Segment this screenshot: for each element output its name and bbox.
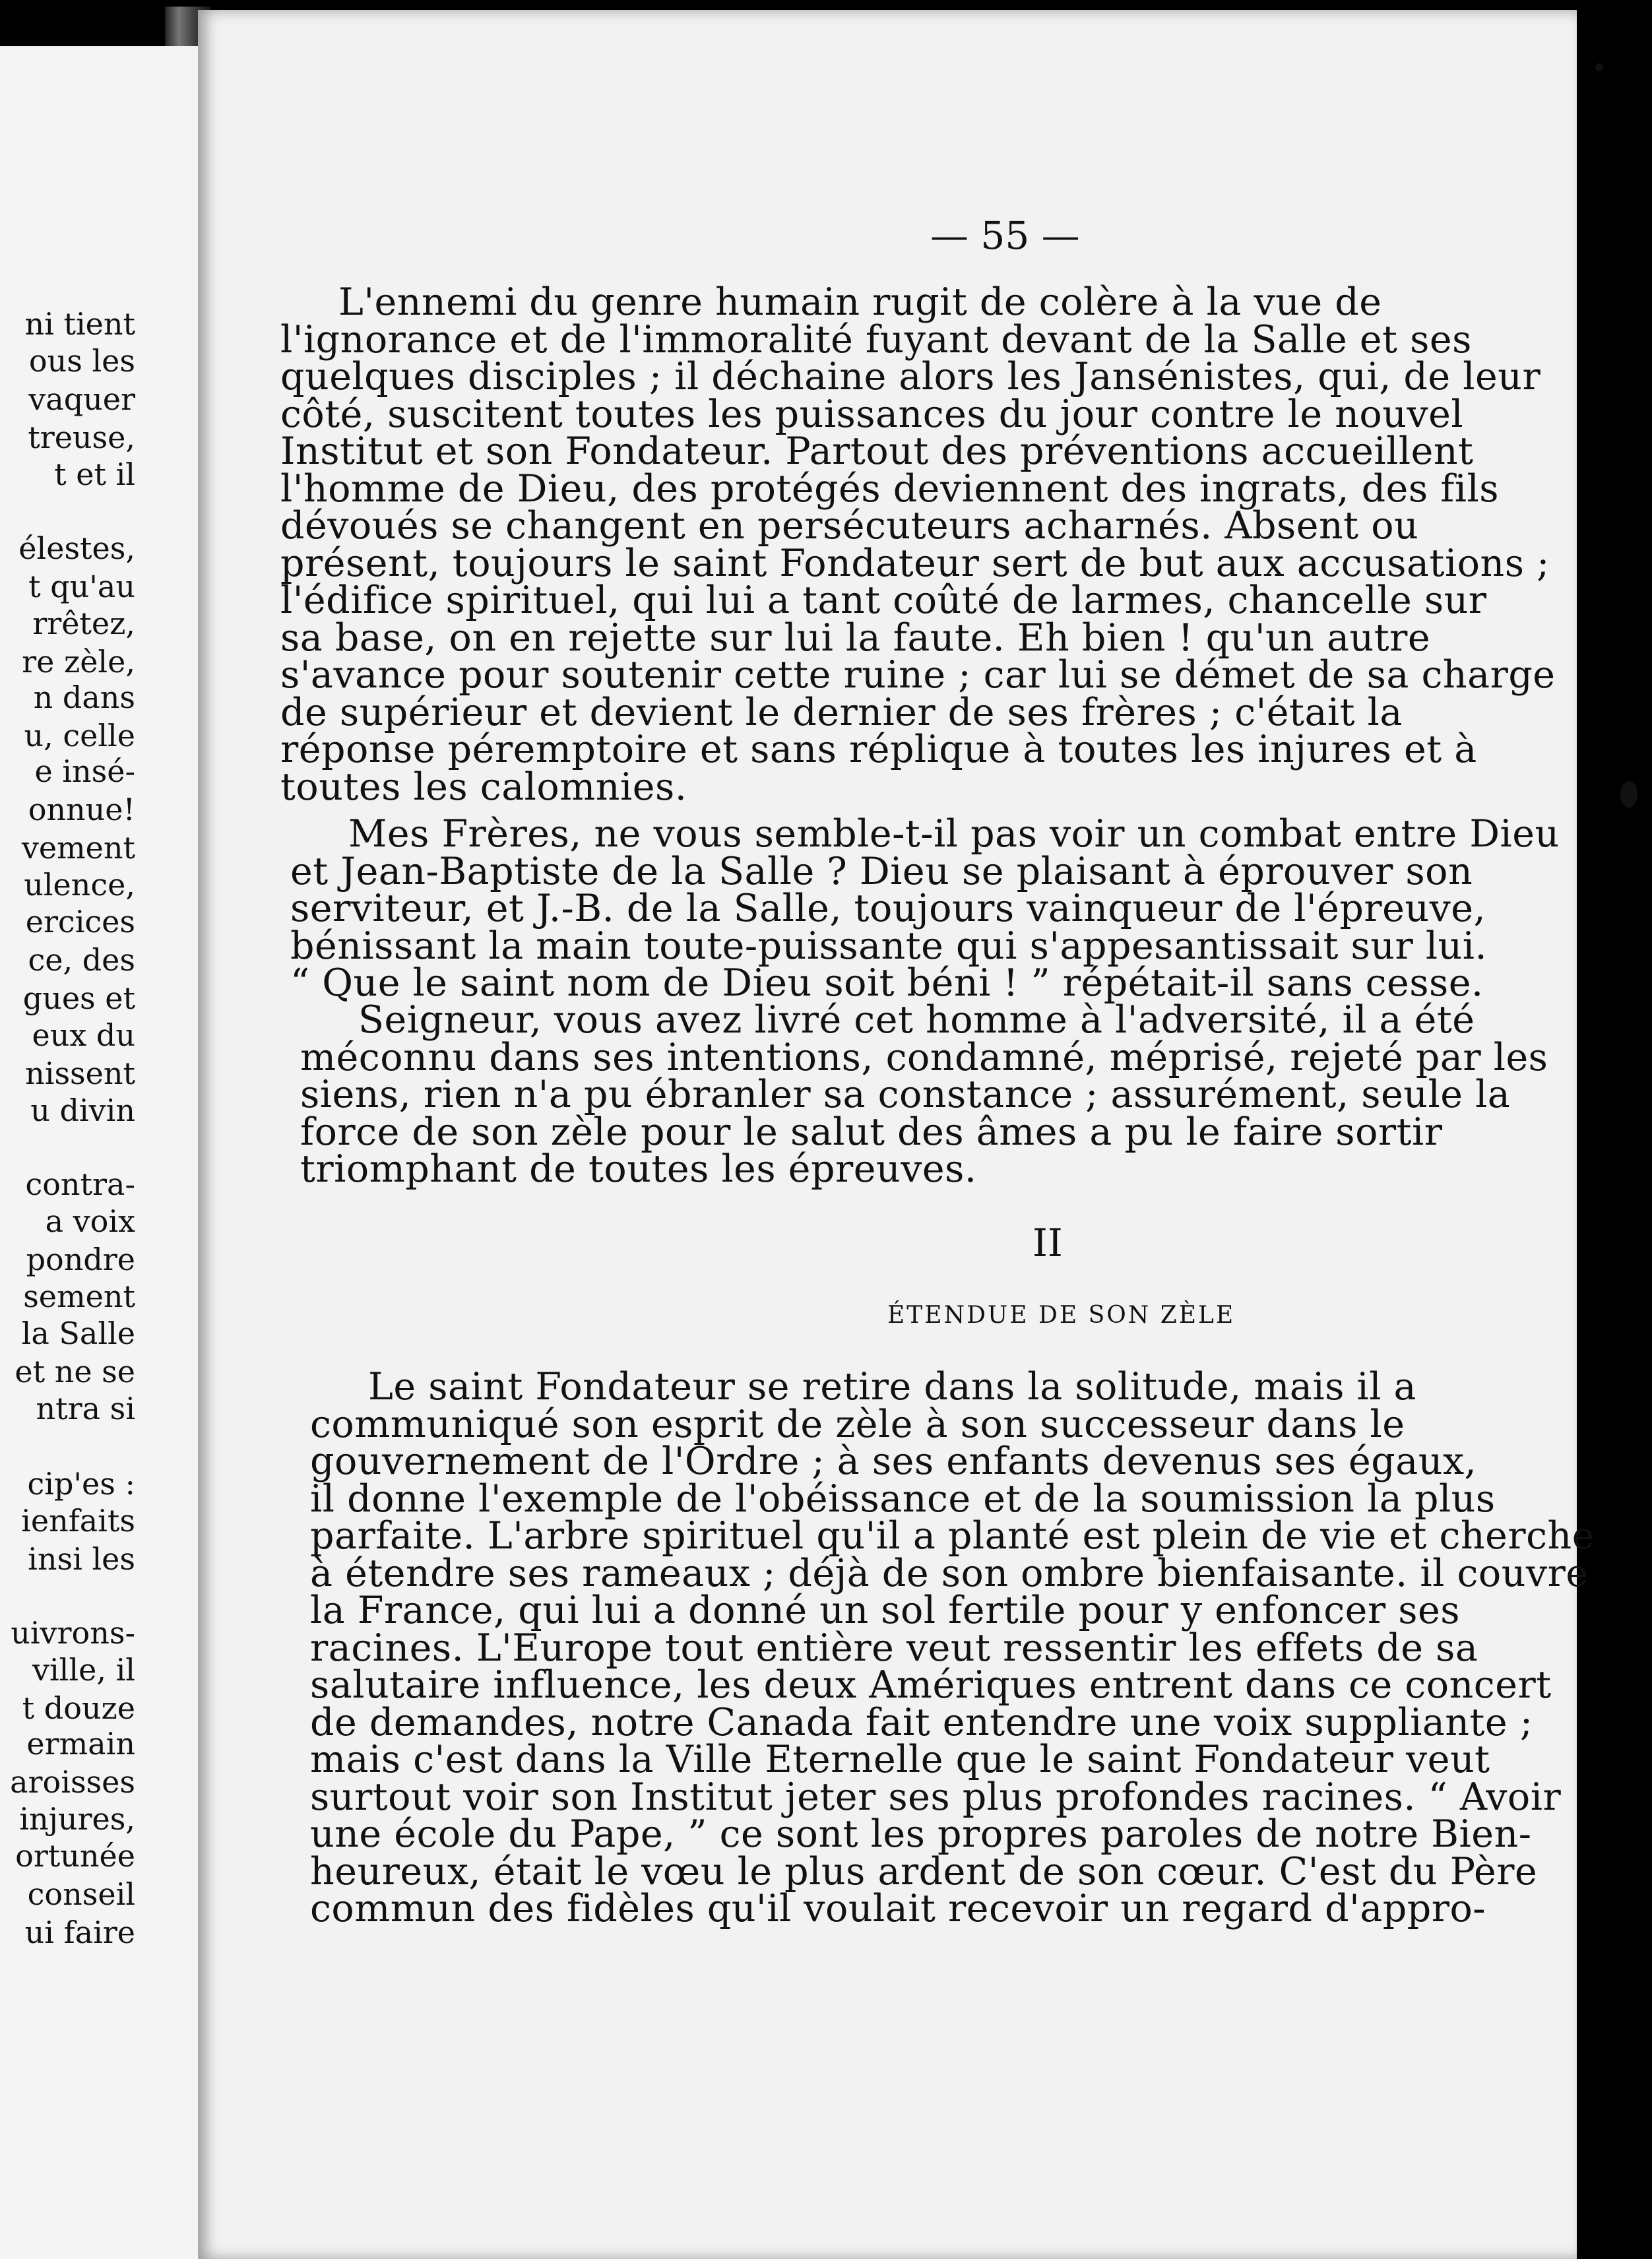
paragraph-line: l'édifice spirituel, qui lui a tant coûté de larmes, chancelle sur bbox=[280, 579, 1487, 622]
left-page-text-fragment: vaquer bbox=[28, 381, 135, 417]
paragraph-line: L'ennemi du genre humain rugit de colère à la vue de bbox=[338, 280, 1382, 324]
left-page-text-fragment: onnue! bbox=[28, 792, 135, 827]
paragraph-line: surtout voir son Institut jeter ses plus profondes racines. “ Avoir bbox=[310, 1775, 1562, 1819]
left-page-text-fragment: re zèle, bbox=[22, 644, 135, 680]
left-page-text-fragment: e insé- bbox=[34, 753, 135, 789]
left-page-text-fragment: ni tient bbox=[24, 306, 135, 342]
left-page-text-fragment: insi les bbox=[28, 1541, 135, 1577]
paragraph-line: mais c'est dans la Ville Eternelle que le saint Fondateur veut bbox=[310, 1738, 1490, 1781]
paragraph-line: Mes Frères, ne vous semble-t-il pas voir un combat entre Dieu bbox=[348, 812, 1560, 856]
left-page-text-fragment: eux du bbox=[32, 1017, 135, 1053]
section-number: II bbox=[1032, 1221, 1063, 1265]
paragraph-line: commun des fidèles qu'il voulait recevoir un regard d'appro- bbox=[310, 1887, 1486, 1930]
left-page-text-fragment: ortunée bbox=[15, 1838, 135, 1874]
left-page-text-fragment: injures, bbox=[19, 1801, 135, 1837]
left-page-text-fragment: u, celle bbox=[24, 718, 135, 753]
left-page-text-fragment: conseil bbox=[27, 1876, 135, 1912]
left-page-text-fragment: t et il bbox=[54, 457, 135, 492]
paragraph-line: triomphant de toutes les épreuves. bbox=[300, 1147, 977, 1191]
paragraph-line: communiqué son esprit de zèle à son successeur dans le bbox=[310, 1402, 1405, 1446]
paragraph-line: force de son zèle pour le salut des âmes a pu le faire sortir bbox=[300, 1110, 1443, 1154]
paragraph-line: la France, qui lui a donné un sol fertile pour y enfoncer ses bbox=[310, 1589, 1461, 1632]
paragraph-line: méconnu dans ses intentions, condamné, méprisé, rejeté par les bbox=[300, 1035, 1548, 1079]
paragraph-line: réponse péremptoire et sans réplique à toutes les injures et à bbox=[280, 728, 1477, 771]
paragraph-line: de demandes, notre Canada fait entendre une voix suppliante ; bbox=[310, 1700, 1533, 1744]
section-title: ÉTENDUE DE SON ZÈLE bbox=[887, 1302, 1236, 1329]
left-page-text-fragment: t qu'au bbox=[28, 569, 135, 604]
paragraph-line: Seigneur, vous avez livré cet homme à l'adversité, il a été bbox=[358, 998, 1475, 1042]
paragraph-line: gouvernement de l'Ordre ; à ses enfants devenus ses égaux, bbox=[310, 1440, 1477, 1483]
paragraph-line: l'ignorance et de l'immoralité fuyant devant de la Salle et ses bbox=[280, 317, 1472, 362]
left-page-text-fragment: ermain bbox=[26, 1726, 135, 1762]
left-page-text-fragment: uivrons- bbox=[11, 1615, 135, 1651]
left-page-text-fragment: ienfaits bbox=[21, 1503, 135, 1539]
paragraph-line: présent, toujours le saint Fondateur sert de but aux accusations ; bbox=[280, 541, 1550, 585]
paragraph-line: s'avance pour soutenir cette ruine ; car lui se démet de sa charge bbox=[280, 653, 1556, 697]
left-page-text-fragment: élestes, bbox=[18, 530, 135, 566]
paragraph-line: parfaite. L'arbre spirituel qu'il a planté est plein de vie et cherche bbox=[310, 1514, 1595, 1558]
left-page-text-fragment: n dans bbox=[33, 680, 135, 715]
paragraph-line: Institut et son Fondateur. Partout des préventions accueillent bbox=[280, 430, 1474, 473]
paragraph-line: siens, rien n'a pu ébranler sa constance ; assurément, seule la bbox=[300, 1073, 1511, 1116]
paragraph-line: de supérieur et devient le dernier de ses frères ; c'était la bbox=[280, 690, 1403, 734]
left-page-text-fragment: et ne se bbox=[15, 1354, 135, 1389]
left-page-text-fragment: ous les bbox=[28, 343, 135, 379]
left-page bbox=[0, 46, 214, 2259]
left-page-text-fragment: vement bbox=[21, 830, 135, 866]
paragraph-line: l'homme de Dieu, des protégés deviennent des ingrats, des fils bbox=[280, 466, 1500, 511]
left-page-text-fragment: ce, des bbox=[28, 942, 135, 978]
left-page-text-fragment: ville, il bbox=[32, 1652, 135, 1688]
left-page-text-fragment: la Salle bbox=[21, 1316, 135, 1351]
right-page bbox=[198, 10, 1595, 2259]
left-page-text-fragment: ntra si bbox=[36, 1391, 135, 1426]
left-page-text-fragment: t douze bbox=[22, 1690, 135, 1726]
paragraph-line: heureux, était le vœu le plus ardent de son cœur. C'est du Père bbox=[310, 1849, 1538, 1893]
left-page-text-fragment: treuse, bbox=[28, 420, 135, 455]
left-page-text-fragment: rrêtez, bbox=[32, 606, 135, 641]
left-page-text-fragment: sement bbox=[23, 1279, 135, 1314]
left-page-text-fragment: ercices bbox=[25, 904, 135, 939]
paragraph-line: serviteur, et J.-B. de la Salle, toujours vainqueur de l'épreuve, bbox=[290, 887, 1486, 930]
paragraph-line: il donne l'exemple de l'obéissance et de la soumission la plus bbox=[310, 1477, 1496, 1521]
left-page-text-fragment: aroisses bbox=[10, 1764, 135, 1800]
paragraph-line: dévoués se changent en persécuteurs acharnés. Absent ou bbox=[280, 504, 1419, 548]
left-page-text-fragment: contra- bbox=[25, 1166, 135, 1202]
left-page-text-fragment: pondre bbox=[26, 1242, 135, 1277]
edge-speck bbox=[1595, 63, 1603, 71]
paragraph-line: sa base, on en rejette sur lui la faute. Eh bien ! qu'un autre bbox=[280, 616, 1431, 660]
left-page-text-fragment: cip'es : bbox=[27, 1466, 135, 1502]
paragraph-line: et Jean-Baptiste de la Salle ? Dieu se plaisant à éprouver son bbox=[290, 849, 1473, 893]
left-page-text-fragment: a voix bbox=[45, 1203, 135, 1239]
left-page-text-fragment: nissent bbox=[25, 1056, 135, 1091]
paragraph-line: bénissant la main toute-puissante qui s'appesantissait sur lui. bbox=[290, 924, 1488, 968]
paragraph-line: racines. L'Europe tout entière veut ressentir les effets de sa bbox=[310, 1626, 1478, 1670]
paragraph-line: “ Que le saint nom de Dieu soit béni ! ” répétait-il sans cesse. bbox=[290, 961, 1484, 1005]
paragraph-line: à étendre ses rameaux ; déjà de son ombre bienfaisante. il couvre bbox=[310, 1551, 1589, 1595]
left-page-text-fragment: u divin bbox=[30, 1093, 135, 1128]
paragraph-line: côté, suscitent toutes les puissances du jour contre le nouvel bbox=[280, 392, 1464, 436]
page-number: — 55 — bbox=[930, 213, 1080, 258]
paragraph-line: salutaire influence, les deux Amériques entrent dans ce concert bbox=[310, 1663, 1552, 1707]
left-page-text-fragment: gues et bbox=[22, 980, 135, 1016]
paragraph-line: quelques disciples ; il déchaine alors les Jansénistes, qui, de leur bbox=[280, 355, 1541, 398]
left-page-text-fragment: ui faire bbox=[24, 1915, 135, 1950]
paragraph-line: Le saint Fondateur se retire dans la solitude, mais il a bbox=[368, 1365, 1417, 1409]
paragraph-line: toutes les calomnies. bbox=[280, 765, 687, 809]
paragraph-line: une école du Pape, ” ce sont les propres paroles de notre Bien- bbox=[310, 1812, 1532, 1856]
edge-speck bbox=[1620, 781, 1637, 808]
left-page-text-fragment: ulence, bbox=[24, 867, 135, 903]
